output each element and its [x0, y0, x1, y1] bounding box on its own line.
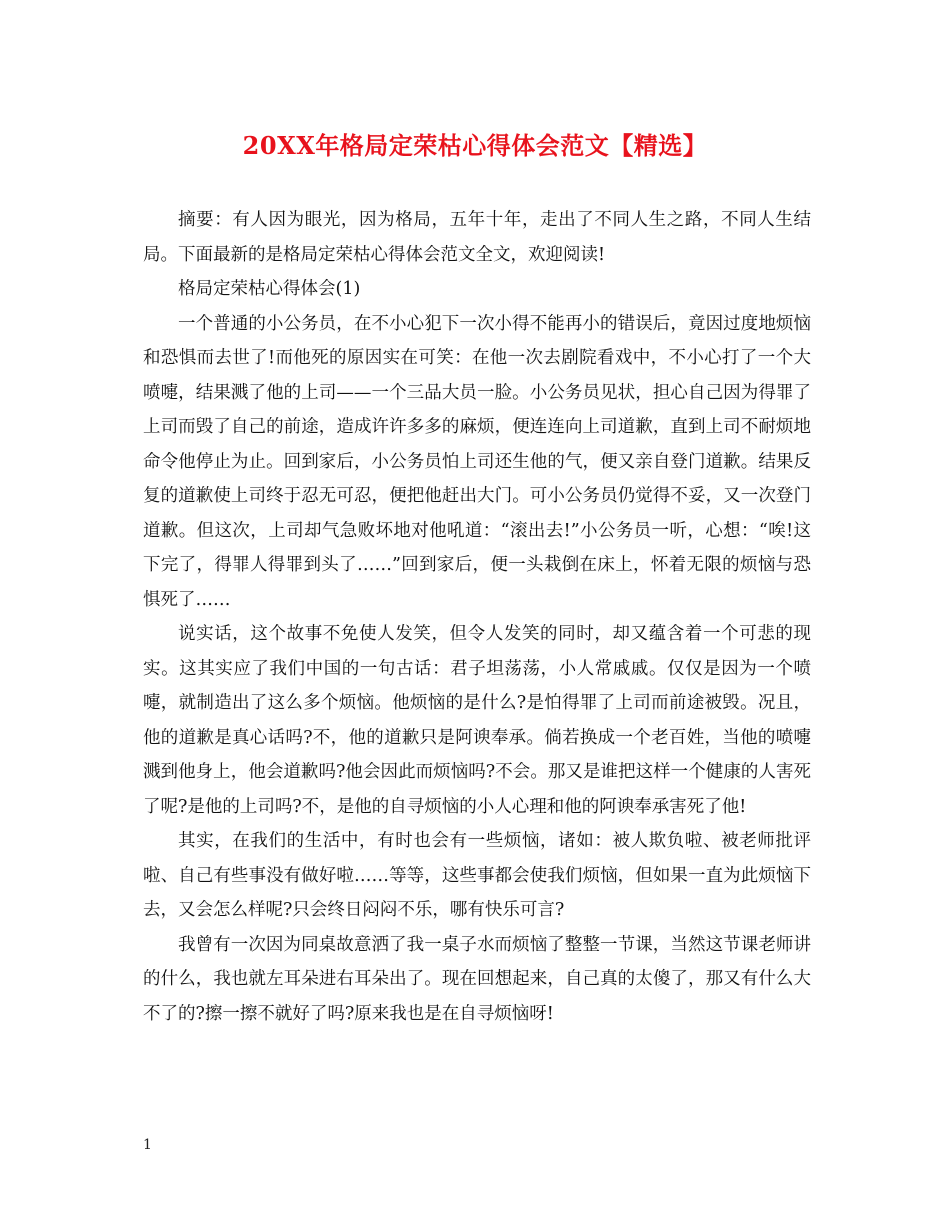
- document-body: [143, 203, 811, 1031]
- section-heading: 格局定荣枯心得体会(1): [178, 279, 361, 299]
- body-paragraph: 我曾有一次因为同桌故意洒了我一桌子水而烦恼了整整一节课，当然这节课老师讲的什么，我也就左耳朵进右耳朵出了。现在回想起来，自己真的太傻了，那又有什么大不了的?擦一擦不就好了吗?原来我也是在自寻烦恼呀!: [143, 934, 811, 1024]
- body-paragraph: 其实，在我们的生活中，有时也会有一些烦恼，诸如：被人欺负啦、被老师批评啦、自己有些事没有做好啦……等等，这些事都会使我们烦恼，但如果一直为此烦恼下去，又会怎么样呢?只会终日闷闷不乐，哪有快乐可言?: [143, 831, 811, 920]
- page-number: 1: [143, 1137, 152, 1153]
- body-paragraph: 一个普通的小公务员，在不小心犯下一次小得不能再小的错误后，竟因过度地烦恼和恐惧而去世了!而他死的原因实在可笑：在他一次去剧院看戏中，不小心打了一个大喷嚏，结果溅了他的上司——一个三品大员一脸。小公务员见状，担心自己因为得罪了上司而毁了自己的前途，造成许许多多的麻烦，便连连向上司道歉，直到上司不耐烦地命令他停止为止。回到家后，小公务员怕上司还生他的气，便又亲自登门道歉。结果反复的道歉使上司终于忍无可忍，便把他赶出大门。可小公务员仍觉得不妥，又一次登门道歉。但这次，上司却气急败坏地对他吼道：“滚出去!”小公务员一听，心想：“唉!这下完了，得罪人得罪到头了……”回到家后，便一头栽倒在床上，怀着无限的烦恼与恐惧死了……: [143, 313, 811, 610]
- body-paragraph: 说实话，这个故事不免使人发笑，但令人发笑的同时，却又蕴含着一个可悲的现实。这其实应了我们中国的一句古话：君子坦荡荡，小人常戚戚。仅仅是因为一个喷嚏，就制造出了这么多个烦恼。他烦恼的是什么?是怕得罪了上司而前途被毁。况且，他的道歉是真心话吗?不，他的道歉只是阿谀奉承。倘若换成一个老百姓，当他的喷嚏溅到他身上，他会道歉吗?他会因此而烦恼吗?不会。那又是谁把这样一个健康的人害死了呢?是他的上司吗?不，是他的自寻烦恼的小人心理和他的阿谀奉承害死了他!: [143, 624, 811, 817]
- document-title: 20XX年格局定荣枯心得体会范文【精选】: [242, 131, 708, 160]
- summary-paragraph: 摘要：有人因为眼光，因为格局，五年十年，走出了不同人生之路，不同人生结局。下面最新的是格局定荣枯心得体会范文全文，欢迎阅读!: [143, 210, 811, 265]
